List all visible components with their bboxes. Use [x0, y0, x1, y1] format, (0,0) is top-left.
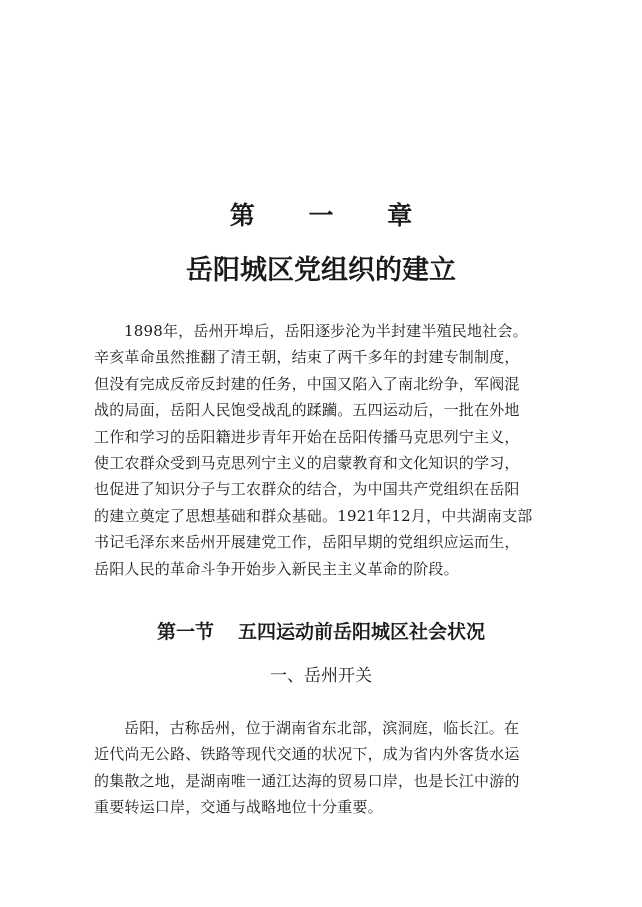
paragraph-line: 近代尚无公路、铁路等现代交通的状况下，成为省内外客货水运: [94, 745, 520, 764]
intro-paragraph: [94, 318, 552, 582]
paragraph-line: 1898年，岳州开埠后，岳阳逐步沦为半封建半殖民地社会。: [124, 322, 528, 340]
section-heading: [0, 619, 642, 645]
paragraph-line: 岳阳人民的革命斗争开始步入新民主主义革命的阶段。: [94, 559, 459, 578]
body-paragraph: [94, 715, 552, 821]
subsection-title: 一、岳州开关: [270, 666, 372, 686]
paragraph-line: 也促进了知识分子与工农群众的结合，为中国共产党组织在岳阳: [94, 480, 520, 499]
paragraph-line: 辛亥革命虽然推翻了清王朝，结束了两千多年的封建专制制度，: [94, 348, 520, 367]
paragraph-line: 书记毛泽东来岳州开展建党工作，岳阳早期的党组织应运而生，: [94, 533, 520, 552]
section-title: 五四运动前岳阳城区社会状况: [238, 621, 486, 643]
section-number: 第一节: [156, 621, 214, 643]
paragraph-line: 的建立奠定了思想基础和群众基础。1921年12月，中共湖南支部: [94, 506, 533, 525]
paragraph-line: 的集散之地，是湖南唯一通江达海的贸易口岸，也是长江中游的: [94, 771, 520, 790]
paragraph-line: 重要转运口岸，交通与战略地位十分重要。: [94, 798, 383, 817]
paragraph-line: 使工农群众受到马克思列宁主义的启蒙教育和文化知识的学习，: [94, 453, 520, 472]
chapter-label: 第 一 章: [229, 201, 435, 230]
paragraph-line: 但没有完成反帝反封建的任务，中国又陷入了南北纷争，军阀混: [94, 374, 520, 393]
paragraph-line: 战的局面，岳阳人民饱受战乱的蹂躏。五四运动后，一批在外地: [94, 401, 520, 420]
paragraph-line: 工作和学习的岳阳籍进步青年开始在岳阳传播马克思列宁主义，: [94, 427, 520, 446]
paragraph-line: 岳阳，古称岳州，位于湖南省东北部，滨洞庭，临长江。在: [124, 719, 520, 737]
chapter-title: 岳阳城区党组织的建立: [186, 255, 456, 286]
